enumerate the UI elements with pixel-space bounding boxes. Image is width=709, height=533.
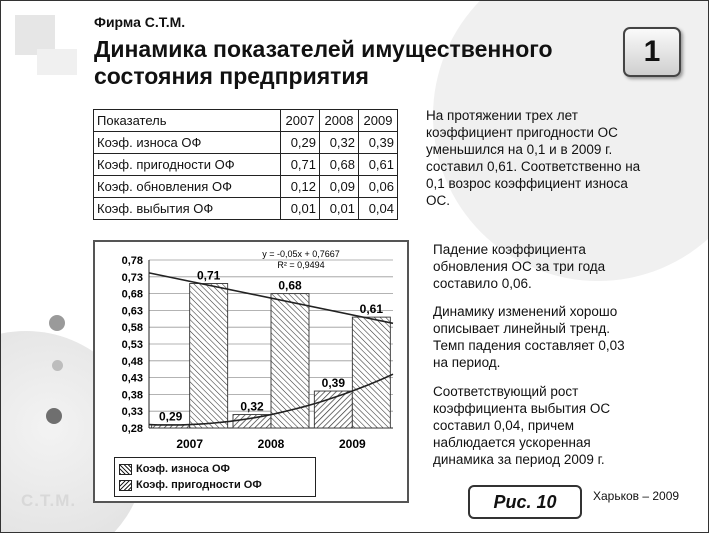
y-tick-label: 0,43 xyxy=(121,372,143,385)
table-cell: 0,29 xyxy=(281,132,320,154)
figure-label: Рис. 10 xyxy=(468,485,582,519)
slide-number-badge: 1 xyxy=(623,27,681,77)
y-tick-label: 0,63 xyxy=(121,305,143,318)
text-line: На протяжении трех лет xyxy=(426,108,578,123)
y-tick-label: 0,53 xyxy=(121,339,143,351)
text-line: составило 0,06. xyxy=(433,276,532,291)
text-line: обновления ОС за три года xyxy=(433,259,606,274)
y-tick-label: 0,68 xyxy=(121,288,143,301)
table-cell: 0,39 xyxy=(359,132,398,154)
table-header-cell: 2009 xyxy=(359,110,398,132)
firm-name: Фирма С.Т.М. xyxy=(94,14,186,30)
data-label: 0,68 xyxy=(278,278,302,293)
table-cell: Коэф. пригодности ОФ xyxy=(94,154,281,176)
table-cell: Коэф. выбытия ОФ xyxy=(94,198,281,220)
table-row xyxy=(94,198,398,220)
bar-usability xyxy=(271,294,309,428)
table-cell: 0,68 xyxy=(320,154,359,176)
y-tick-label: 0,33 xyxy=(121,406,143,419)
table-header-cell: 2008 xyxy=(320,110,359,132)
bar-wear xyxy=(233,415,271,428)
footer-city-year: Харьков – 2009 xyxy=(593,489,680,503)
bg-dot-3 xyxy=(46,408,62,424)
bg-dot-1 xyxy=(49,315,65,331)
paragraph-4 xyxy=(433,383,610,468)
table-cell: 0,32 xyxy=(320,132,359,154)
legend-swatch-usability xyxy=(119,480,132,491)
table-row xyxy=(94,154,398,176)
paragraph-3 xyxy=(433,303,625,371)
y-tick-label: 0,58 xyxy=(121,322,143,335)
text-line: Падение коэффициента xyxy=(433,242,586,257)
table-cell: 0,09 xyxy=(320,176,359,198)
trend-equation: y = -0,05x + 0,7667 xyxy=(262,249,340,259)
table-cell: 0,04 xyxy=(359,198,398,220)
x-tick-label: 2007 xyxy=(176,437,204,451)
title-line-1: Динамика показателей имущественного xyxy=(94,36,553,62)
text-line: Динамику изменений хорошо xyxy=(433,304,618,319)
y-tick-label: 0,78 xyxy=(121,255,143,267)
text-line: 0,1 возрос коэффициент износа xyxy=(426,176,628,191)
legend-label: Коэф. износа ОФ xyxy=(136,463,230,475)
table-cell: 0,01 xyxy=(281,198,320,220)
bar-usability xyxy=(352,317,390,428)
text-line: уменьшился на 0,1 и в 2009 г. xyxy=(426,142,613,157)
bar-wear xyxy=(314,391,352,428)
text-line: наблюдается ускоренная xyxy=(433,435,591,450)
paragraph-2 xyxy=(433,241,605,292)
y-tick-label: 0,38 xyxy=(121,389,143,402)
table-cell: 0,06 xyxy=(359,176,398,198)
y-tick-label: 0,48 xyxy=(121,355,143,368)
x-tick-label: 2008 xyxy=(257,437,285,451)
y-tick-label: 0,28 xyxy=(121,423,143,435)
bg-dot-2 xyxy=(52,360,63,371)
table-cell: Коэф. обновления ОФ xyxy=(94,176,281,198)
x-tick-label: 2009 xyxy=(338,437,366,451)
table-cell: 0,01 xyxy=(320,198,359,220)
data-label: 0,71 xyxy=(196,268,221,283)
table-header-cell: Показатель xyxy=(94,110,281,132)
decor-square-2 xyxy=(37,49,77,75)
text-line: Темп падения составляет 0,03 xyxy=(433,338,625,353)
text-line: составил 0,61. Соответственно на xyxy=(426,159,641,174)
text-line: динамика за период 2009 г. xyxy=(433,452,605,467)
watermark-logo: С.Т.М. xyxy=(21,491,77,510)
data-label: 0,32 xyxy=(240,399,264,414)
data-label: 0,29 xyxy=(158,409,183,424)
trend-r-squared: R² = 0,9494 xyxy=(277,260,325,270)
text-line: ОС. xyxy=(426,193,451,208)
text-line: коэффициента выбытия ОС xyxy=(433,401,611,416)
legend-label: Коэф. пригодности ОФ xyxy=(136,479,262,491)
page-title xyxy=(94,36,594,90)
table-row xyxy=(94,176,398,198)
text-line: Соответствующий рост xyxy=(433,384,579,399)
bar-usability xyxy=(190,284,228,428)
legend-swatch-wear xyxy=(119,464,132,475)
indicators-table xyxy=(93,109,398,220)
paragraph-1 xyxy=(426,107,640,209)
text-line: на период. xyxy=(433,355,501,370)
table-header-row xyxy=(94,110,398,132)
table-header-cell: 2007 xyxy=(281,110,320,132)
table-cell: 0,71 xyxy=(281,154,320,176)
table-row xyxy=(94,132,398,154)
text-line: составил 0,04, причем xyxy=(433,418,574,433)
legend-item xyxy=(119,477,311,493)
text-line: коэффициент пригодности ОС xyxy=(426,125,618,140)
title-line-2: состояния предприятия xyxy=(94,63,369,89)
y-tick-label: 0,73 xyxy=(121,271,143,284)
table-cell: 0,61 xyxy=(359,154,398,176)
table-cell: 0,12 xyxy=(281,176,320,198)
data-label: 0,39 xyxy=(321,376,346,391)
table-cell: Коэф. износа ОФ xyxy=(94,132,281,154)
legend-item xyxy=(119,461,311,477)
text-line: описывает линейный тренд. xyxy=(433,321,610,336)
data-label: 0,61 xyxy=(359,302,384,317)
chart-legend xyxy=(114,457,316,497)
